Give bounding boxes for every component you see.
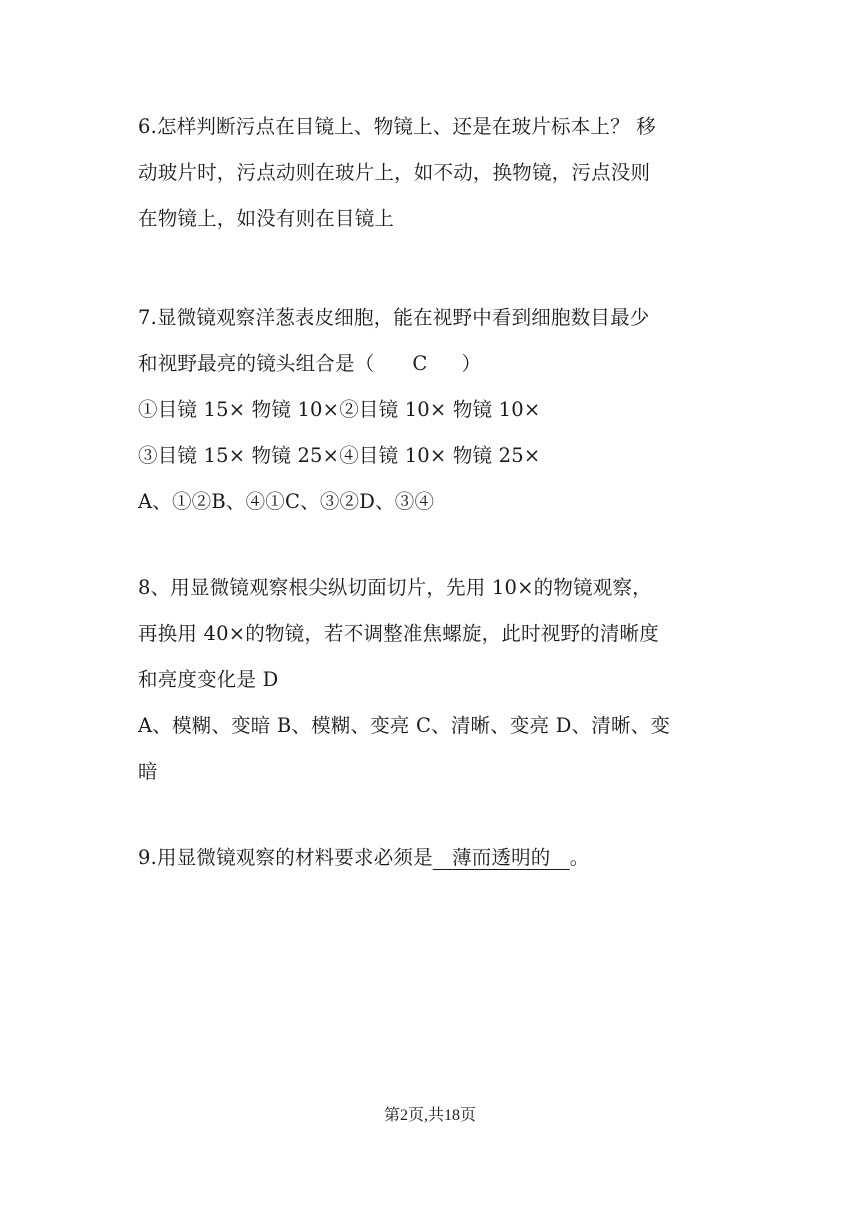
question-6 — [138, 104, 728, 242]
q6-line-1: 6.怎样判断污点在目镜上、物镜上、还是在玻片标本上？ 移 — [138, 115, 656, 138]
q8-line-3: 和亮度变化是 D — [138, 668, 279, 691]
question-9 — [138, 835, 728, 881]
q7-stem-prefix: 和视野最亮的镜头组合是（ — [138, 352, 375, 375]
q9-line — [138, 835, 728, 881]
q8-line-1: 8、用显微镜观察根尖纵切面切片，先用 10×的物镜观察， — [138, 576, 652, 599]
q9-suffix: 。 — [569, 846, 590, 869]
q7-stem-suffix: ） — [461, 352, 482, 375]
q6-line-2: 动玻片时，污点动则在玻片上，如不动，换物镜，污点没则 — [138, 161, 651, 184]
q8-line-4: A、模糊、变暗 B、模糊、变亮 C、清晰、变亮 D、清晰、变 — [138, 714, 671, 737]
q7-choices: A、①②B、④①C、③②D、③④ — [138, 490, 435, 513]
q7-stem-line-2 — [138, 341, 728, 387]
q7-answer: C — [412, 352, 428, 375]
q7-options-line-1: ①目镜 15× 物镜 10×②目镜 10× 物镜 10× — [138, 398, 541, 421]
question-7 — [138, 295, 728, 525]
q7-stem-line-1: 7.显微镜观察洋葱表皮细胞，能在视野中看到细胞数目最少 — [138, 306, 650, 329]
q8-line-2: 再换用 40×的物镜，若不调整准焦螺旋，此时视野的清晰度 — [138, 622, 659, 645]
q6-line-3: 在物镜上，如没有则在目镜上 — [138, 207, 395, 230]
q8-line-5: 暗 — [138, 760, 158, 783]
q9-prefix: 9.用显微镜观察的材料要求必须是 — [138, 846, 433, 869]
page-number-footer: 第2页,共18页 — [383, 1107, 476, 1124]
question-8 — [138, 565, 728, 795]
q7-options-line-2: ③目镜 15× 物镜 25×④目镜 10× 物镜 25× — [138, 444, 541, 467]
q9-answer-blank: 薄而透明的 — [432, 846, 570, 869]
